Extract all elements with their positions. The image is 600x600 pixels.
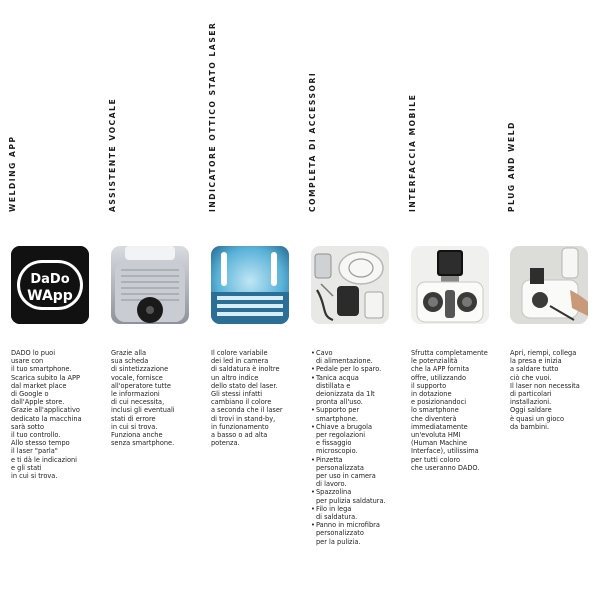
feature-title: INDICATORE OTTICO STATO LASER [208, 21, 217, 212]
list-item: • Cavo di alimentazione. [311, 349, 403, 365]
feature-description [211, 349, 303, 447]
feature-description [11, 349, 103, 480]
feature-column-welding-app [8, 0, 103, 600]
desc-line: dello stato del laser. [211, 381, 278, 390]
desc-line: dal market place [11, 381, 67, 390]
feature-title: WELDING APP [8, 135, 17, 212]
desc-line: da bambini. [510, 422, 550, 431]
desc-line: sua scheda [111, 357, 149, 366]
feature-column-plug-and-weld [507, 0, 600, 600]
desc-line: Il colore variabile [211, 349, 268, 357]
feature-description [510, 349, 600, 431]
desc-line: in cui si trova. [11, 472, 58, 481]
desc-line: di cui necessita, [111, 398, 165, 407]
desc-line: installazioni. [510, 398, 552, 407]
desc-line: a basso o ad alta [211, 431, 268, 440]
desc-line: è quasi un gioco [510, 414, 565, 423]
desc-line: a saldare tutto [510, 365, 559, 374]
desc-line: e ti dà le indicazioni [11, 455, 78, 464]
desc-line: DADO lo puoi [11, 349, 56, 357]
dado-wapp-logo-icon [11, 246, 89, 324]
desc-line: in cui si trova. [111, 422, 158, 431]
desc-line: vocale, fornisce [111, 373, 163, 382]
desc-line: il tuo smartphone. [11, 365, 72, 374]
logo-line2: WApp [27, 288, 73, 304]
desc-line: usare con [11, 357, 44, 366]
feature-column-assistente-vocale [108, 0, 203, 600]
desc-line: all'operatore tutte [111, 381, 171, 390]
list-item: • Chiave a brugola per regolazioni e fissaggio microscopio. [311, 423, 403, 456]
desc-line: potenza. [211, 439, 240, 448]
feature-column-indicatore-ottico [208, 0, 303, 600]
desc-line: che diventerà [411, 414, 457, 423]
desc-line: Oggi saldare [510, 406, 552, 415]
desc-line: di Google o [11, 390, 49, 399]
feature-title: PLUG AND WELD [507, 121, 516, 212]
desc-line: Funziona anche [111, 431, 163, 440]
desc-line: la presa e inizia [510, 357, 562, 366]
desc-line: sarà sotto [11, 422, 44, 431]
desc-line: Interface), utilissima [411, 447, 479, 456]
desc-line: lo smartphone [411, 406, 459, 415]
feature-title: COMPLETA DI ACCESSORI [308, 71, 317, 212]
feature-title: INTERFACCIA MOBILE [408, 93, 417, 212]
desc-line: inclusi gli eventuali [111, 406, 175, 415]
mobile-interface-photo [411, 246, 489, 324]
desc-line: dei led in camera [211, 357, 269, 366]
desc-line: Apri, riempi, collega [510, 349, 577, 357]
desc-line: un altro indice [211, 373, 259, 382]
desc-line: il laser "parla" [11, 447, 58, 456]
desc-line: dedicato la macchina [11, 414, 82, 423]
desc-line: di sintetizzazione [111, 365, 169, 374]
feature-description [111, 349, 203, 447]
desc-line: Grazie all'applicativo [11, 406, 80, 415]
feature-title: ASSISTENTE VOCALE [108, 97, 117, 212]
list-item: • Spazzolina per pulizia saldatura. [311, 488, 403, 504]
desc-line: cambiano il colore [211, 398, 272, 407]
desc-line: Sfrutta completamente [411, 349, 488, 357]
desc-line: senza smartphone. [111, 439, 175, 448]
desc-line: offre, utilizzando [411, 373, 467, 382]
desc-line: il supporto [411, 381, 447, 390]
list-item: • Panno in microfibra personalizzato per la pulizia. [311, 521, 403, 546]
desc-line: di particolari [510, 390, 552, 399]
desc-line: un'evoluta HMI [411, 431, 461, 440]
desc-line: (Human Machine [411, 439, 468, 448]
desc-line: le informazioni [111, 390, 160, 399]
desc-line: Allo stesso tempo [11, 439, 70, 448]
desc-line: il tuo controllo. [11, 431, 61, 440]
desc-line: stati di errore [111, 414, 156, 423]
desc-line: le potenzialità [411, 357, 458, 366]
list-item: • Supporto per smartphone. [311, 406, 403, 422]
list-item: • Filo in lega di saldatura. [311, 505, 403, 521]
desc-line: a seconda che il laser [211, 406, 283, 415]
desc-line: immediatamente [411, 422, 468, 431]
desc-line: Il laser non necessita [510, 381, 580, 390]
list-item: • Tanica acqua distillata e deionizzata da 1lt pronta all'uso. [311, 374, 403, 407]
desc-line: dall'Apple store. [11, 398, 65, 407]
desc-line: in dotazione [411, 390, 452, 399]
desc-line: Scarica subito la APP [11, 373, 80, 382]
accessories-photo [311, 246, 389, 324]
desc-line: che useranno DADO. [411, 463, 480, 472]
desc-line: e gli stati [11, 463, 42, 472]
desc-line: di trovi in stand-by, [211, 414, 276, 423]
list-item: • Pedale per lo sparo. [311, 365, 403, 373]
desc-line: Gli stessi infatti [211, 390, 263, 399]
feature-column-interfaccia-mobile [408, 0, 503, 600]
desc-line: per tutti coloro [411, 455, 461, 464]
desc-line: e posizionandoci [411, 398, 467, 407]
desc-line: in funzionamento [211, 422, 269, 431]
logo-line1: DaDo [30, 272, 70, 287]
desc-line: che la APP fornita [411, 365, 470, 374]
desc-line: Grazie alla [111, 349, 147, 357]
plug-and-weld-photo [510, 246, 588, 324]
desc-line: ciò che vuoi. [510, 373, 552, 382]
laser-chamber-photo [211, 246, 289, 324]
desc-line: di saldatura è inoltre [211, 365, 280, 374]
voice-assistant-photo [111, 246, 189, 324]
list-item: • Pinzetta personalizzata per uso in camera di lavoro. [311, 456, 403, 489]
feature-column-accessori [308, 0, 403, 600]
feature-description [411, 349, 503, 472]
feature-description [311, 349, 403, 546]
